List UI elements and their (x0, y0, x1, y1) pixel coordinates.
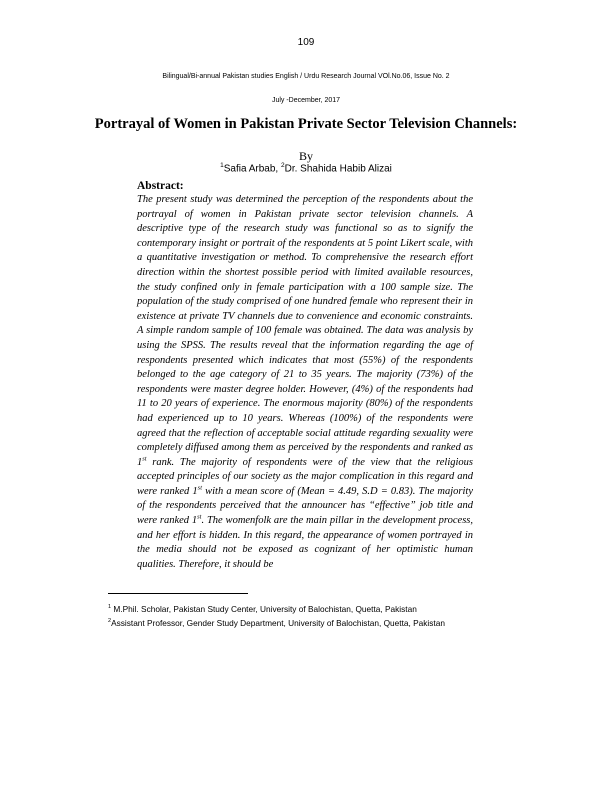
footnotes (108, 601, 470, 630)
author-name: Safia Arbab, (223, 163, 281, 175)
footnote-text: Assistant Professor, Gender Study Department, University of Balochistan, Quetta, Pakistan (111, 618, 445, 629)
abstract-text: with a mean score of (Mean = 4.49, S.D = 0.83). The majority of the respondents perceived that the announcer has “effective” job title and were ranked 1 (137, 485, 473, 527)
abstract-text: . The womenfolk are the main pillar in the development process, and her effort is hidden. In this regard, the appearance of women portrayed in the media should not be exposed as cognizant of her optimistic human qualities. Therefore, it should be (137, 515, 473, 570)
author-name: Dr. Shahida Habib Alizai (284, 163, 392, 175)
author-footnote-mark: 2 (280, 162, 285, 169)
paper-title: Portrayal of Women in Pakistan Private Sector Television Channels: (94, 116, 518, 132)
abstract-heading: Abstract: (137, 180, 184, 192)
issue-date: July -December, 2017 (271, 97, 341, 104)
page-number: 109 (297, 37, 315, 48)
footnote (108, 601, 470, 615)
footnote-mark: 2 (108, 618, 112, 625)
footnote-text: M.Phil. Scholar, Pakistan Study Center, University of Balochistan, Quetta, Pakistan (111, 603, 417, 614)
footnote-mark: 1 (108, 604, 112, 610)
ordinal-suffix: st (142, 455, 147, 463)
footnote-divider (108, 593, 248, 594)
by-line: By (298, 149, 313, 163)
abstract-text: rank. The majority of respondents were of the view that the religious accepted principles of our society as the major complication in this regard and were ranked 1 (137, 456, 473, 497)
abstract-body (137, 193, 473, 572)
author-footnote-mark: 1 (220, 162, 224, 169)
ordinal-suffix: st (197, 513, 202, 521)
abstract-text: The present study was determined the perception of the respondents about the portrayal of women in Pakistan private sector television channels. A descriptive type of the research study was functional so as to signify the contemporary insight or portrait of the respondents at 5 point Likert scale, with a quantitative investigation or method. To comprehensive the research effort direction within the shortest possible period with limited available resources, the study confined only in female participation with a 100 sample size. The population of the study comprised of one hundred female who represent their in existence at private TV channels due to convenience and economic constraints. A simple random sample of 100 female was obtained. The data was analysis by using the SPSS. The results reveal that the information regarding the age of respondents presented which indicates that most (55%) of the respondents belonged to the age category of 21 to 35 years. The majority (73%) of the respondents were master degree holder. However, (4%) of the respondents had 11 to 20 years of experience. The enormous majority (80%) of the respondents had experienced up to 10 years. Whereas (100%) of the respondents were agreed that the reflection of acceptable social attitude regarding sexuality were completely diffused among them as perceived by the respondents and ranked as 1 (137, 194, 473, 468)
ordinal-suffix: st (197, 484, 203, 492)
journal-header: Bilingual/Bi-annual Pakistan studies English / Urdu Research Journal VOl.No.06, Issue No. 2 (162, 73, 450, 80)
author-list (0, 162, 612, 174)
footnote (108, 615, 470, 629)
